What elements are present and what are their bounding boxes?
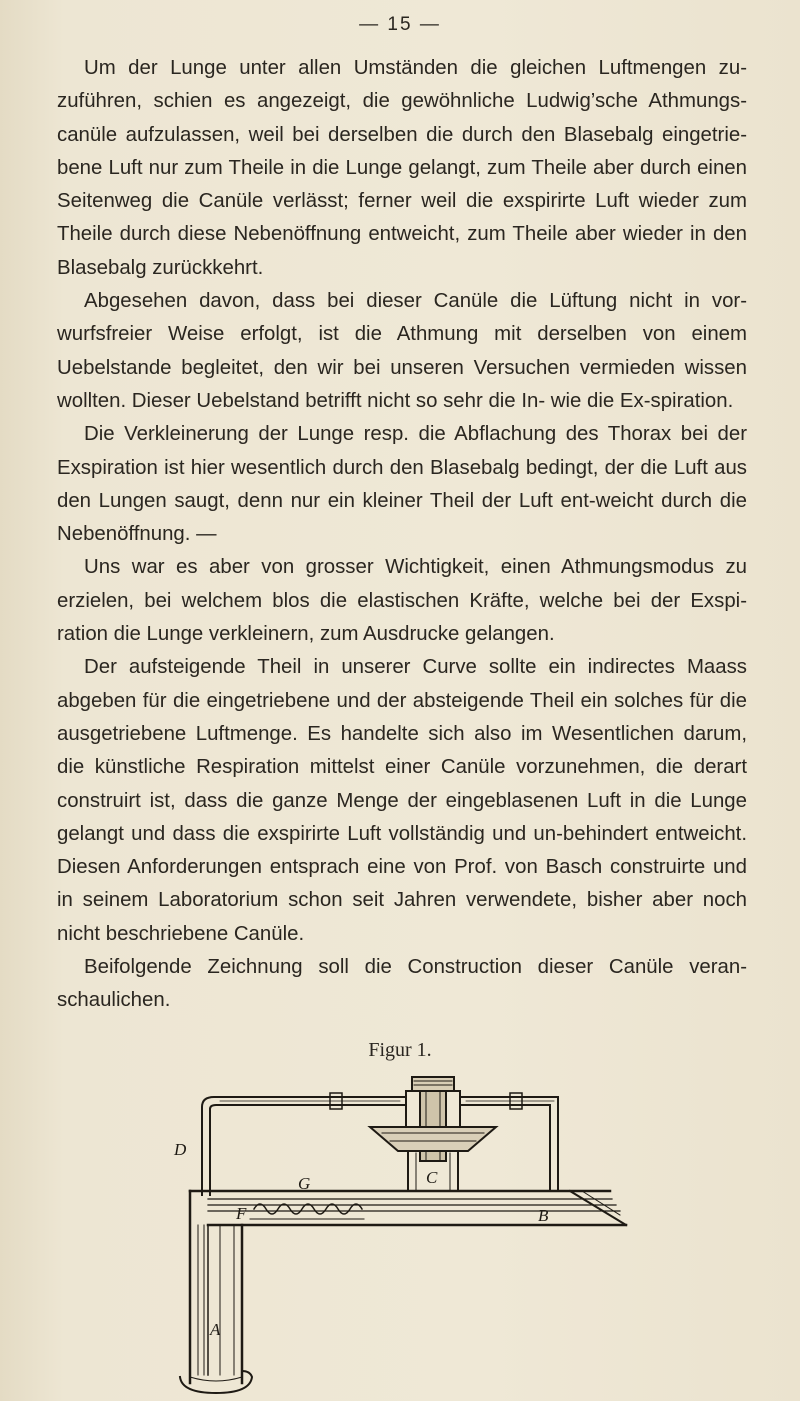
paragraph-5: Der aufsteigende Theil in unserer Curve sollte ein indirectes Maass abgeben für die eingetriebene und der absteigende Theil ein solches für die ausgetriebene Luftmenge. Es handelte sich also im Wesentlichen darum, die künstliche Respiration mittelst einer Canüle vorzunehmen, die derart construirt ist, dass die ganze Menge der eingeblasenen Luft in die Lunge gelangt und dass die exspirirte Luft vollständig und un-behindert entweicht. Diesen Anforderungen entsprach eine von Prof. von Basch construirte und in seinem Laboratorium schon seit Jahren verwendete, bisher aber noch nicht beschriebene Canüle. xyxy=(57,656,747,945)
paragraph-1: Um der Lunge unter allen Umständen die gleichen Luftmengen zu-zuführen, schien es angezeigt, die gewöhnliche Ludwig’sche Athmungs-canüle aufzulassen, weil bei derselben die durch den Blasebalg eingetrie-bene Luft nur zum Theile in die Lunge gelangt, zum Theile aber durch einen Seitenweg die Canüle verlässt; ferner weil die exspirirte Luft wieder zum Theile durch diese Nebenöffnung entweicht, zum Theile aber wieder in den Blasebalg zurückkehrt. xyxy=(57,57,747,279)
label-A: A xyxy=(210,1320,221,1339)
paragraph-2: Abgesehen davon, dass bei dieser Canüle die Lüftung nicht in vor-wurfsfreier Weise erfolgt, ist die Athmung mit derselben von einem Uebelstande begleitet, den wir bei unseren Versuchen vermieden wissen wollten. Dieser Uebelstand betrifft nicht so sehr die In- wie die Ex-spiration. xyxy=(57,290,747,412)
body-text xyxy=(57,52,747,1018)
page-number: — 15 — xyxy=(359,14,441,35)
cannula-figure xyxy=(150,1075,640,1395)
paragraph-6: Beifolgende Zeichnung soll die Construction dieser Canüle veran-schaulichen. xyxy=(57,956,747,1012)
cannula-drawing xyxy=(150,1075,640,1395)
label-D: D xyxy=(174,1140,187,1159)
paragraph-3: Die Verkleinerung der Lunge resp. die Abflachung des Thorax bei der Exspiration ist hier wesentlich durch den Blasebalg bedingt, der die Luft aus den Lungen saugt, denn nur ein kleiner Theil der Luft ent-weicht durch die Nebenöffnung. — xyxy=(57,423,747,546)
label-B: B xyxy=(538,1206,549,1225)
label-C: C xyxy=(426,1168,438,1187)
paragraph-4: Uns war es aber von grosser Wichtigkeit, einen Athmungsmodus zu erzielen, bei welchem blos die elastischen Kräfte, welche bei der Exspi-ration die Lunge verkleinern, zum Ausdrucke gelangen. xyxy=(57,556,747,646)
figure-caption: Figur 1. xyxy=(368,1039,432,1061)
label-F: F xyxy=(236,1204,247,1223)
label-G: G xyxy=(298,1174,311,1193)
